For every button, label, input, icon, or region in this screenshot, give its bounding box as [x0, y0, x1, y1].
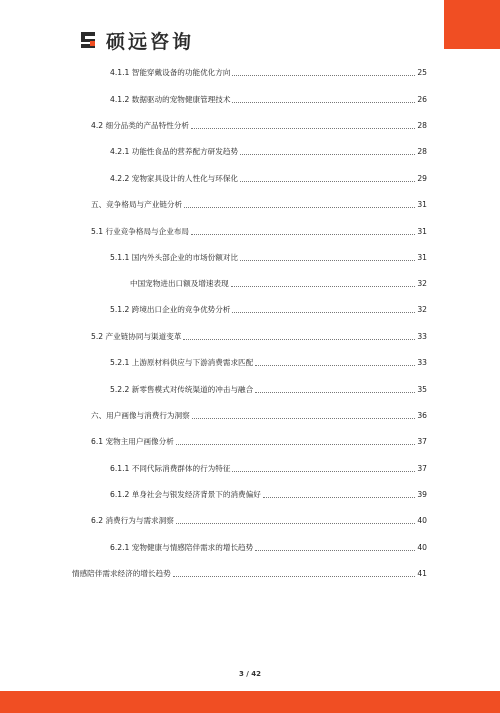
toc-entry[interactable] [110, 354, 427, 368]
toc-leader [184, 207, 415, 208]
toc-entry-page: 32 [417, 279, 427, 288]
toc-entry-page: 33 [417, 332, 427, 341]
logo-icon [78, 29, 100, 51]
toc-entry[interactable] [110, 64, 427, 78]
toc-entry-title: 6.1 宠物主用户画像分析 [91, 437, 174, 446]
toc-entry[interactable] [110, 539, 427, 553]
toc-entry-title: 6.2.1 宠物健康与情感陪伴需求的增长趋势 [110, 543, 254, 552]
toc-leader [191, 128, 415, 129]
toc-entry-title: 5.2.1 上游原材料供应与下游消费需求匹配 [110, 358, 254, 367]
toc-entry[interactable] [91, 196, 427, 210]
toc-leader [176, 444, 415, 445]
toc-entry-title: 中国宠物进出口额及增速表现 [130, 279, 229, 288]
toc-entry[interactable] [110, 301, 427, 315]
toc-entry-page: 25 [417, 68, 427, 77]
toc-leader [255, 392, 415, 393]
toc-entry-page: 31 [417, 200, 427, 209]
toc-entry-page: 40 [417, 516, 427, 525]
toc-entry[interactable] [110, 170, 427, 184]
toc-entry-page: 41 [417, 569, 427, 578]
page-number: 3 / 42 [238, 670, 262, 678]
toc-entry[interactable] [110, 381, 427, 395]
toc-entry-title: 6.2 消费行为与需求洞察 [91, 516, 174, 525]
toc-leader [232, 102, 415, 103]
toc-entry-title: 5.1.1 国内外头部企业的市场份额对比 [110, 253, 239, 262]
toc-entry[interactable] [110, 143, 427, 157]
logo-text: 硕远咨询 [106, 30, 195, 53]
toc-entry-title: 5.1 行业竞争格局与企业布局 [91, 227, 190, 236]
toc-entry-page: 39 [417, 490, 427, 499]
toc-entry[interactable] [110, 249, 427, 263]
toc-leader [231, 286, 416, 287]
toc-entry-page: 26 [417, 95, 427, 104]
toc-leader [240, 154, 415, 155]
toc-entry-title: 6.1.2 单身社会与银发经济背景下的消费偏好 [110, 490, 261, 499]
toc-entry-page: 28 [417, 147, 427, 156]
toc-entry-title: 六、用户画像与消费行为洞察 [91, 411, 190, 420]
toc-entry[interactable] [110, 91, 427, 105]
toc-entry-title: 4.2 细分品类的产品特性分析 [91, 121, 190, 130]
toc-entry-page: 36 [417, 411, 427, 420]
toc-entry-title: 4.1.2 数据驱动的宠物健康管理技术 [110, 95, 231, 104]
toc-leader [176, 523, 415, 524]
toc-entry-page: 37 [417, 464, 427, 473]
toc-entry-page: 37 [417, 437, 427, 446]
toc-entry[interactable] [91, 512, 427, 526]
toc-entry-title: 五、竞争格局与产业链分析 [91, 200, 183, 209]
toc-leader [263, 497, 416, 498]
company-logo [78, 26, 194, 54]
toc-entry-title: 6.1.1 不同代际消费群体的行为特征 [110, 464, 231, 473]
toc-entry[interactable] [91, 433, 427, 447]
toc-entry-page: 35 [417, 385, 427, 394]
toc-entry[interactable] [110, 460, 427, 474]
toc-entry[interactable] [91, 407, 427, 421]
toc-entry-page: 29 [417, 174, 427, 183]
toc-entry-page: 28 [417, 121, 427, 130]
toc-entry-title: 5.2 产业链协同与渠道变革 [91, 332, 182, 341]
toc-entry[interactable] [72, 565, 427, 579]
toc-leader [191, 234, 415, 235]
toc-leader [232, 312, 415, 313]
toc-entry-page: 33 [417, 358, 427, 367]
toc-entry[interactable] [91, 117, 427, 131]
toc-entry-title: 4.2.2 宠物家具设计的人性化与环保化 [110, 174, 239, 183]
toc-leader [240, 260, 415, 261]
toc-entry-page: 31 [417, 227, 427, 236]
footer-accent-bar [0, 691, 500, 713]
toc-leader [240, 181, 415, 182]
header-accent-bar [444, 0, 500, 49]
toc-leader [232, 75, 415, 76]
toc-entry[interactable] [130, 275, 427, 289]
toc-entry-title: 4.1.1 智能穿戴设备的功能优化方向 [110, 68, 231, 77]
toc-entry-page: 40 [417, 543, 427, 552]
toc-leader [255, 550, 415, 551]
toc-entry-page: 31 [417, 253, 427, 262]
toc-entry[interactable] [91, 328, 427, 342]
toc-entry-title: 5.2.2 新零售模式对传统渠道的冲击与融合 [110, 385, 254, 394]
toc-entry[interactable] [91, 223, 427, 237]
toc-leader [183, 339, 415, 340]
toc-leader [232, 471, 415, 472]
toc-leader [255, 365, 415, 366]
toc-leader [173, 576, 416, 577]
toc-entry-title: 5.1.2 跨境出口企业的竞争优势分析 [110, 305, 231, 314]
toc-leader [192, 418, 416, 419]
toc-entry[interactable] [110, 486, 427, 500]
toc-entry-title: 情感陪伴需求经济的增长趋势 [72, 569, 171, 578]
toc-entry-title: 4.2.1 功能性食品的营养配方研发趋势 [110, 147, 239, 156]
toc-entry-page: 32 [417, 305, 427, 314]
